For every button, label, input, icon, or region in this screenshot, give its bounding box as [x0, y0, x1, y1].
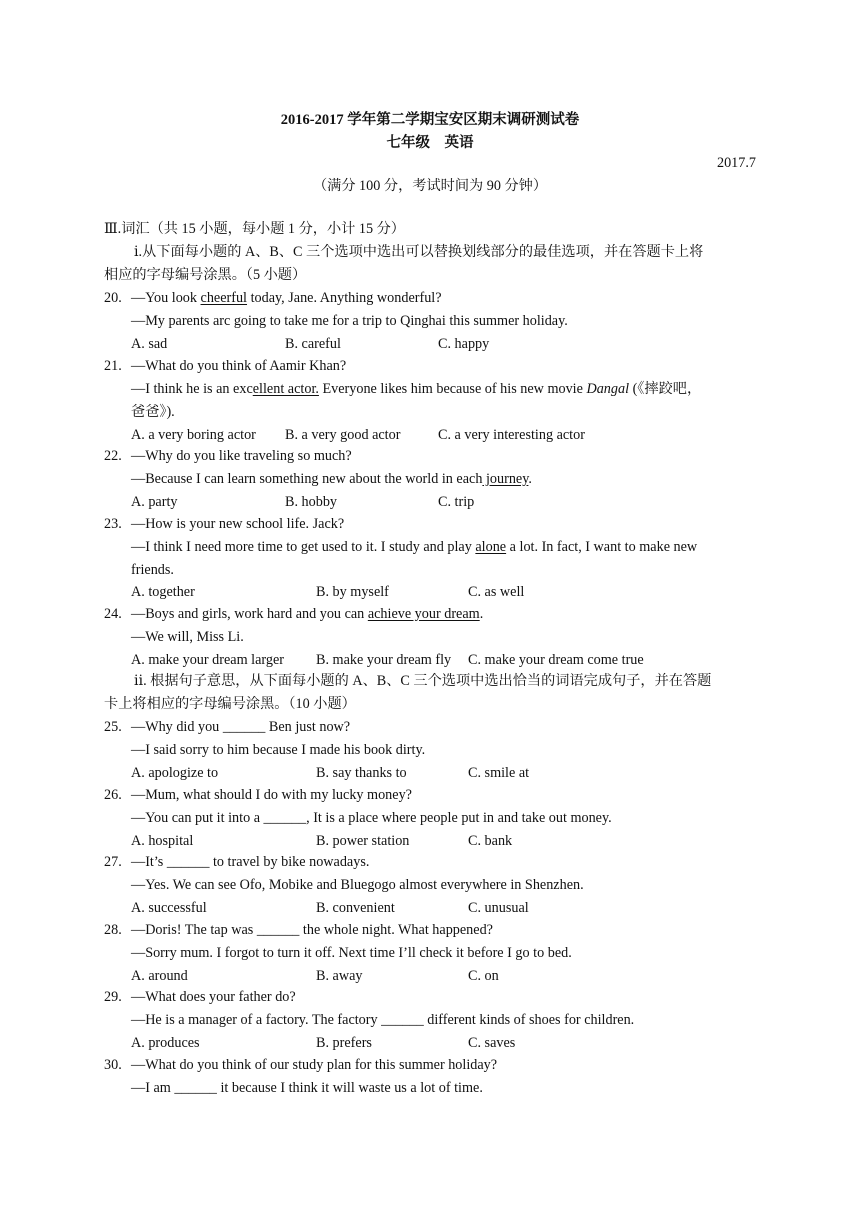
q29-line-a: —What does your father do?	[131, 989, 296, 1005]
q24-option-c: C. make your dream come true	[468, 652, 644, 668]
exam-date: 2017.7	[716, 155, 756, 171]
question-number: 28.	[104, 922, 122, 938]
q25-option-c: C. smile at	[468, 765, 530, 781]
q21-option-c: C. a very interesting actor	[438, 427, 585, 443]
q28-option-b: B. away	[316, 968, 363, 984]
q28-line-b: —Sorry mum. I forgot to turn it off. Next time I’ll check it before I go to bed.	[131, 945, 572, 961]
q27-option-c: C. unusual	[468, 900, 529, 916]
q23-option-c: C. as well	[468, 584, 525, 600]
q24-option-b: B. make your dream fly	[316, 652, 452, 668]
q27-option-b: B. convenient	[316, 900, 395, 916]
q23-line-b: —I think I need more time to get used to it. I study and play alone a lot. In fact, I want to make new	[131, 539, 698, 555]
exam-subtitle: 七年级 英语	[386, 135, 474, 151]
part1-instruction-line1: ⅰ.从下面每小题的 A、B、C 三个选项中选出可以替换划线部分的最佳选项，并在答题卡上将	[134, 244, 704, 260]
q21-line-a: —What do you think of Aamir Khan?	[131, 358, 347, 374]
q22-option-c: C. trip	[438, 494, 475, 510]
q29-line-b: —He is a manager of a factory. The factory ______ different kinds of shoes for children.	[131, 1012, 635, 1028]
q28-option-c: C. on	[468, 968, 499, 984]
q21-option-a: A. a very boring actor	[131, 427, 256, 443]
exam-note: （满分 100 分，考试时间为 90 分钟）	[312, 178, 548, 194]
q28-line-a: —Doris! The tap was ______ the whole night. What happened?	[131, 922, 493, 938]
q22-option-a: A. party	[131, 494, 178, 510]
q29-option-b: B. prefers	[316, 1035, 372, 1051]
q20-option-a: A. sad	[131, 336, 168, 352]
question-number: 23.	[104, 516, 122, 532]
q25-line-b: —I said sorry to him because I made his book dirty.	[131, 742, 426, 758]
q26-line-b: —You can put it into a ______, It is a place where people put in and take out money.	[131, 810, 612, 826]
q26-option-b: B. power station	[316, 833, 410, 849]
q24-option-a: A. make your dream larger	[131, 652, 284, 668]
q20-option-b: B. careful	[285, 336, 341, 352]
q29-option-c: C. saves	[468, 1035, 516, 1051]
q23-underlined: alone	[475, 539, 507, 555]
q30-line-a: —What do you think of our study plan for this summer holiday?	[131, 1057, 498, 1073]
q21-option-b: B. a very good actor	[285, 427, 401, 443]
q21-line-b2: 爸爸》).	[131, 404, 175, 420]
q25-option-a: A. apologize to	[131, 765, 219, 781]
part2-instruction-line2: 卡上将相应的字母编号涂黑。（10 小题）	[104, 696, 356, 712]
question-number: 20.	[104, 290, 122, 306]
q29-option-a: A. produces	[131, 1035, 200, 1051]
question-number: 26.	[104, 787, 122, 803]
section-heading: Ⅲ.词汇（共 15 小题，每小题 1 分，小计 15 分）	[104, 221, 405, 237]
q23-option-b: B. by myself	[316, 584, 389, 600]
exam-title: 2016-2017 学年第二学期宝安区期末调研测试卷	[280, 112, 580, 128]
q28-option-a: A. around	[131, 968, 188, 984]
q22-line-b: —Because I can learn something new about the world in each journey.	[131, 471, 532, 487]
q23-line-b2: friends.	[131, 562, 174, 578]
part2-instruction-line1: ⅱ. 根据句子意思，从下面每小题的 A、B、C 三个选项中选出恰当的词语完成句子，并在答题	[134, 673, 712, 689]
question-number: 24.	[104, 606, 122, 622]
q30-line-b: —I am ______ it because I think it will waste us a lot of time.	[131, 1080, 483, 1096]
question-number: 21.	[104, 358, 122, 374]
part1-instruction-line2: 相应的字母编号涂黑。（5 小题）	[104, 267, 307, 283]
q25-option-b: B. say thanks to	[316, 765, 407, 781]
question-number: 29.	[104, 989, 122, 1005]
q24-underlined: achieve your dream	[367, 606, 480, 622]
q27-line-b: —Yes. We can see Ofo, Mobike and Bluegogo almost everywhere in Shenzhen.	[131, 877, 584, 893]
q23-line-a: —How is your new school life. Jack?	[131, 516, 345, 532]
q27-option-a: A. successful	[131, 900, 207, 916]
q24-line-a: —Boys and girls, work hard and you can achieve your dream.	[131, 606, 484, 622]
question-number: 22.	[104, 448, 122, 464]
q27-line-a: —It’s ______ to travel by bike nowadays.	[131, 854, 370, 870]
q20-option-c: C. happy	[438, 336, 490, 352]
q20-line-a: —You look cheerful today, Jane. Anything wonderful?	[131, 290, 442, 306]
q26-option-c: C. bank	[468, 833, 513, 849]
q20-underlined: cheerful	[200, 290, 248, 306]
question-number: 25.	[104, 719, 122, 735]
q23-option-a: A. together	[131, 584, 195, 600]
question-number: 27.	[104, 854, 122, 870]
q21-underlined: ellent actor.	[252, 381, 319, 397]
q25-line-a: —Why did you ______ Ben just now?	[131, 719, 351, 735]
q26-option-a: A. hospital	[131, 833, 194, 849]
q22-underlined: journey	[482, 471, 529, 487]
q24-line-b: —We will, Miss Li.	[131, 629, 244, 645]
q22-line-a: —Why do you like traveling so much?	[131, 448, 352, 464]
question-number: 30.	[104, 1057, 122, 1073]
q26-line-a: —Mum, what should I do with my lucky money?	[131, 787, 412, 803]
q20-line-b: —My parents arc going to take me for a trip to Qinghai this summer holiday.	[131, 313, 568, 329]
q22-option-b: B. hobby	[285, 494, 338, 510]
q21-line-b: —I think he is an excellent actor. Everyone likes him because of his new movie Dangal (《摔跤吧，	[131, 381, 702, 397]
